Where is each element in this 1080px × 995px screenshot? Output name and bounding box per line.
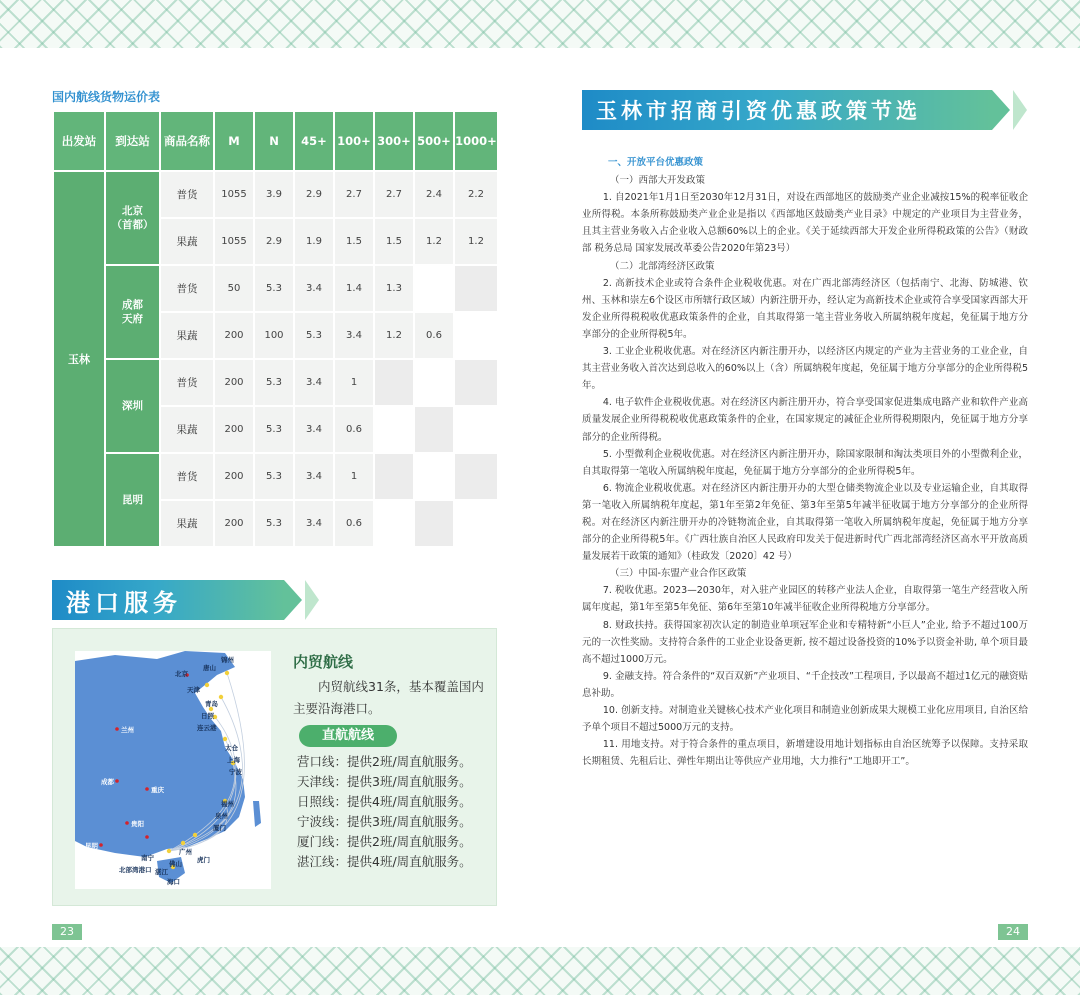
policy-paragraph: 2. 高新技术企业或符合条件企业税收优惠。对在广西北部湾经济区（包括南宁、北海、防城港、钦州、玉林和崇左6个设区市所辖行政区域）内新注册开办，经认定为高新技术企业或符合享受国家西部大开发企业所得税税收优惠政策条件的企业，自其取得第一笔主营业务收入所属纳税年度起，免征属于地方分享部分的企业所得税5年。 <box>582 277 1028 340</box>
table-header-cell: M <box>214 111 254 171</box>
rate-cell: 3.4 <box>294 265 334 312</box>
map-label-xiamen: 厦门 <box>213 824 226 832</box>
rate-cell: 3.4 <box>294 359 334 406</box>
goods-type-cell: 果蔬 <box>160 312 214 359</box>
rate-cell: 1055 <box>214 218 254 265</box>
map-label-nanning: 南宁 <box>141 854 154 862</box>
rate-cell: 200 <box>214 500 254 547</box>
rate-cell: 3.4 <box>294 453 334 500</box>
policy-subheading: （二）北部湾经济区政策 <box>610 260 715 272</box>
top-pattern-band <box>0 0 1080 48</box>
rate-cell: 1055 <box>214 171 254 218</box>
policy-paragraph: 6. 物流企业税收优惠。对在经济区内新注册开办的大型仓储类物流企业以及专业运输企业，自其取得第一笔收入所属纳税年度起，第1年至第2年免征、第3年至第5年减半征收属于地方分享部分的企业所得税。对在经济区内新注册开办的冷链物流企业，自其取得第一笔收入所属纳税年度起，免征属于地方分享部分的企业所得税5年。《广西壮族自治区人民政府印发关于促进新时代广西北部湾经济区高水平开放高质量发展若干政策的通知》（桂政发〔2020〕42 号） <box>582 482 1028 563</box>
empty-rate-cell <box>454 265 498 312</box>
rate-cell: 2.2 <box>454 171 498 218</box>
rate-cell: 1.5 <box>334 218 374 265</box>
map-label-ningbo: 宁波 <box>229 768 242 776</box>
table-row <box>53 453 498 500</box>
table-header-cell: N <box>254 111 294 171</box>
rate-cell: 200 <box>214 359 254 406</box>
policy-paragraph: 4. 电子软件企业税收优惠。对在经济区内新注册开办，符合享受国家促进集成电路产业和软件产业高质量发展企业所得税税收优惠政策条件的企业，在国家规定的减征企业所得税期限内，免征属于地方分享部分的企业所得税。 <box>582 397 1028 443</box>
goods-type-cell: 果蔬 <box>160 500 214 547</box>
rate-cell: 1.4 <box>334 265 374 312</box>
rate-cell: 5.3 <box>254 265 294 312</box>
empty-rate-cell <box>454 500 498 547</box>
direct-routes-label: 直航航线 <box>299 725 397 747</box>
rate-cell: 5.3 <box>254 406 294 453</box>
map-label-fuzhou: 福州 <box>221 800 234 808</box>
policy-subheading: （三）中国-东盟产业合作区政策 <box>610 568 747 580</box>
shipping-route-map <box>75 651 271 889</box>
policy-paragraph: 11. 用地支持。对于符合条件的重点项目，新增建设用地计划指标由自治区统筹予以保障。支持采取长期租赁、先租后让、弹性年期出让等供应产业用地，大力推行“工地即开工”。 <box>582 739 1028 768</box>
table-header-cell: 1000+ <box>454 111 498 171</box>
policy-subheading: （一）西部大开发政策 <box>610 175 706 187</box>
goods-type-cell: 果蔬 <box>160 218 214 265</box>
empty-rate-cell <box>414 359 454 406</box>
goods-type-cell: 普货 <box>160 359 214 406</box>
map-label-chongqing: 重庆 <box>151 786 164 794</box>
rate-cell: 5.3 <box>294 312 334 359</box>
port-service-title: 港口服务 <box>66 587 182 617</box>
table-header-cell: 500+ <box>414 111 454 171</box>
empty-rate-cell <box>414 265 454 312</box>
map-label-haikou: 海口 <box>167 878 180 886</box>
policy-paragraph: 7. 税收优惠。2023—2030年，对入驻产业园区的转移产业法人企业，自取得第一笔生产经营收入所属年度起，第1年至第5年免征、第6年至第10年减半征收企业所得税地方分享部分。 <box>582 585 1028 614</box>
policy-paragraph: 8. 财政扶持。获得国家初次认定的制造业单项冠军企业和专精特新“小巨人”企业, 给予不超过100万元的一次性奖励。支持符合条件的工业企业设备更新, 按不超过设备投资的10%予以资金补助, 单个项目最高不超过1000万元。 <box>582 619 1028 665</box>
rate-cell: 3.9 <box>254 171 294 218</box>
rate-cell: 3.4 <box>334 312 374 359</box>
empty-rate-cell <box>414 406 454 453</box>
page-number-right: 24 <box>998 924 1028 940</box>
rate-cell: 0.6 <box>334 500 374 547</box>
rate-cell: 100 <box>254 312 294 359</box>
policy-paragraph: 1. 自2021年1月1日至2030年12月31日，对设在西部地区的鼓励类产业企业减按15%的税率征收企业所得税。本条所称鼓励类产业企业是指以《西部地区鼓励类产业目录》中规定的产业项目为主营业务，且其主营业务收入占企业收入总额60%以上的企业。《关于延续西部大开发企业所得税政策的公告》（财政部 税务总局 国家发展改革委公告2020年第23号） <box>582 192 1028 255</box>
freight-table-title: 国内航线货物运价表 <box>52 90 161 104</box>
map-label-shanghai: 上海 <box>227 756 240 764</box>
goods-type-cell: 普货 <box>160 265 214 312</box>
empty-rate-cell <box>454 312 498 359</box>
rate-cell: 0.6 <box>414 312 454 359</box>
rate-cell: 3.4 <box>294 406 334 453</box>
map-label-lanzhou: 兰州 <box>121 726 134 734</box>
rate-cell: 200 <box>214 312 254 359</box>
route-item: 宁波线：提供3班/周直航服务。 <box>297 814 472 829</box>
empty-rate-cell <box>454 406 498 453</box>
table-header-cell: 45+ <box>294 111 334 171</box>
table-header-cell: 出发站 <box>53 111 105 171</box>
freight-rate-table <box>52 110 499 548</box>
route-item: 天津线：提供3班/周直航服务。 <box>297 774 472 789</box>
map-label-quanzhou: 泉州 <box>215 812 228 820</box>
map-label-zhanjiang: 湛江 <box>155 868 168 876</box>
rate-cell: 5.3 <box>254 500 294 547</box>
destination-station-cell: 成都 天府 <box>105 265 160 359</box>
destination-station-cell: 深圳 <box>105 359 160 453</box>
domestic-routes-title: 内贸航线 <box>293 653 354 671</box>
empty-rate-cell <box>454 453 498 500</box>
goods-type-cell: 普货 <box>160 171 214 218</box>
map-label-jinzhou: 锦州 <box>221 656 234 664</box>
rate-cell: 50 <box>214 265 254 312</box>
rate-cell: 2.7 <box>334 171 374 218</box>
rate-cell: 2.7 <box>374 171 414 218</box>
policy-section-heading: 一、开放平台优惠政策 <box>608 157 704 168</box>
policy-paragraph: 3. 工业企业税收优惠。对在经济区内新注册开办，以经济区内规定的产业为主营业务的工业企业，自其主营业务收入首次达到总收入的60%以上（含）所属纳税年度起，免征属于地方分享部分的企业所得税5年。 <box>582 346 1028 392</box>
policy-banner <box>582 90 1027 130</box>
policy-paragraph: 5. 小型微利企业税收优惠。对在经济区内新注册开办，除国家限制和淘汰类项目外的小型微利企业，自其取得第一笔收入所属纳税年度起，免征属于地方分享部分的企业所得税5年。 <box>582 448 1028 477</box>
bottom-pattern-band <box>0 947 1080 995</box>
rate-cell: 5.3 <box>254 453 294 500</box>
empty-rate-cell <box>374 359 414 406</box>
port-service-banner <box>52 580 319 620</box>
empty-rate-cell <box>454 359 498 406</box>
table-header-cell: 到达站 <box>105 111 160 171</box>
rate-cell: 1.9 <box>294 218 334 265</box>
policy-banner-title: 玉林市招商引资优惠政策节选 <box>596 98 921 123</box>
rate-cell: 1 <box>334 453 374 500</box>
route-item: 厦门线：提供2班/周直航服务。 <box>297 834 472 849</box>
table-row <box>53 265 498 312</box>
rate-cell: 2.9 <box>294 171 334 218</box>
route-item: 日照线：提供4班/周直航服务。 <box>297 794 472 809</box>
rate-cell: 0.6 <box>334 406 374 453</box>
table-header-cell: 100+ <box>334 111 374 171</box>
page-number-left: 23 <box>52 924 82 940</box>
policy-paragraph: 10. 创新支持。对制造业关键核心技术产业化项目和制造业创新成果大规模工业化应用项目, 自治区给予单个项目不超过5000万元的支持。 <box>582 705 1028 734</box>
empty-rate-cell <box>374 500 414 547</box>
map-label-taicang: 太仓 <box>225 744 238 752</box>
rate-cell: 1.2 <box>374 312 414 359</box>
rate-cell: 1.2 <box>454 218 498 265</box>
map-label-beihai: 北部湾港口 <box>119 866 152 874</box>
empty-rate-cell <box>414 500 454 547</box>
domestic-routes-description: 内贸航线31条，基本覆盖国内主要沿海港口。 <box>293 679 484 716</box>
goods-type-cell: 普货 <box>160 453 214 500</box>
map-label-beijing: 北京 <box>175 670 188 678</box>
route-item: 湛江线：提供4班/周直航服务。 <box>297 854 472 869</box>
map-label-rizhao: 日照 <box>201 712 214 720</box>
port-service-panel <box>52 628 497 906</box>
rate-cell: 200 <box>214 453 254 500</box>
destination-station-cell: 昆明 <box>105 453 160 547</box>
rate-cell: 3.4 <box>294 500 334 547</box>
table-row <box>53 359 498 406</box>
rate-cell: 5.3 <box>254 359 294 406</box>
map-label-foshan: 佛山 <box>169 860 182 868</box>
rate-cell: 1.2 <box>414 218 454 265</box>
origin-station-cell: 玉林 <box>53 171 105 547</box>
rate-cell: 1.3 <box>374 265 414 312</box>
map-label-guangzhou: 广州 <box>179 848 192 856</box>
empty-rate-cell <box>374 453 414 500</box>
map-label-tianjin: 天津 <box>187 686 200 694</box>
map-label-qingdao: 青岛 <box>205 700 218 708</box>
rate-cell: 1.5 <box>374 218 414 265</box>
rate-cell: 1 <box>334 359 374 406</box>
rate-cell: 200 <box>214 406 254 453</box>
policy-paragraph: 9. 金融支持。符合条件的“双百双新”产业项目、“千企技改”工程项目, 予以最高不超过1亿元的融资贴息补助。 <box>582 670 1028 699</box>
map-label-lianyungang: 连云港 <box>197 724 217 732</box>
map-label-chengdu: 成都 <box>101 778 114 786</box>
rate-cell: 2.9 <box>254 218 294 265</box>
table-row <box>53 171 498 218</box>
empty-rate-cell <box>414 453 454 500</box>
map-label-tangshan: 唐山 <box>203 664 216 672</box>
route-item: 营口线：提供2班/周直航服务。 <box>297 754 472 769</box>
rate-cell: 2.4 <box>414 171 454 218</box>
goods-type-cell: 果蔬 <box>160 406 214 453</box>
map-label-guiyang: 贵阳 <box>131 820 144 828</box>
destination-station-cell: 北京 （首都） <box>105 171 160 265</box>
map-label-kunming: 昆明 <box>85 842 98 850</box>
table-header-cell: 300+ <box>374 111 414 171</box>
map-label-humen: 虎门 <box>197 856 210 864</box>
table-header-cell: 商品名称 <box>160 111 214 171</box>
empty-rate-cell <box>374 406 414 453</box>
direct-routes-list <box>297 752 497 872</box>
policy-text <box>582 154 1028 770</box>
